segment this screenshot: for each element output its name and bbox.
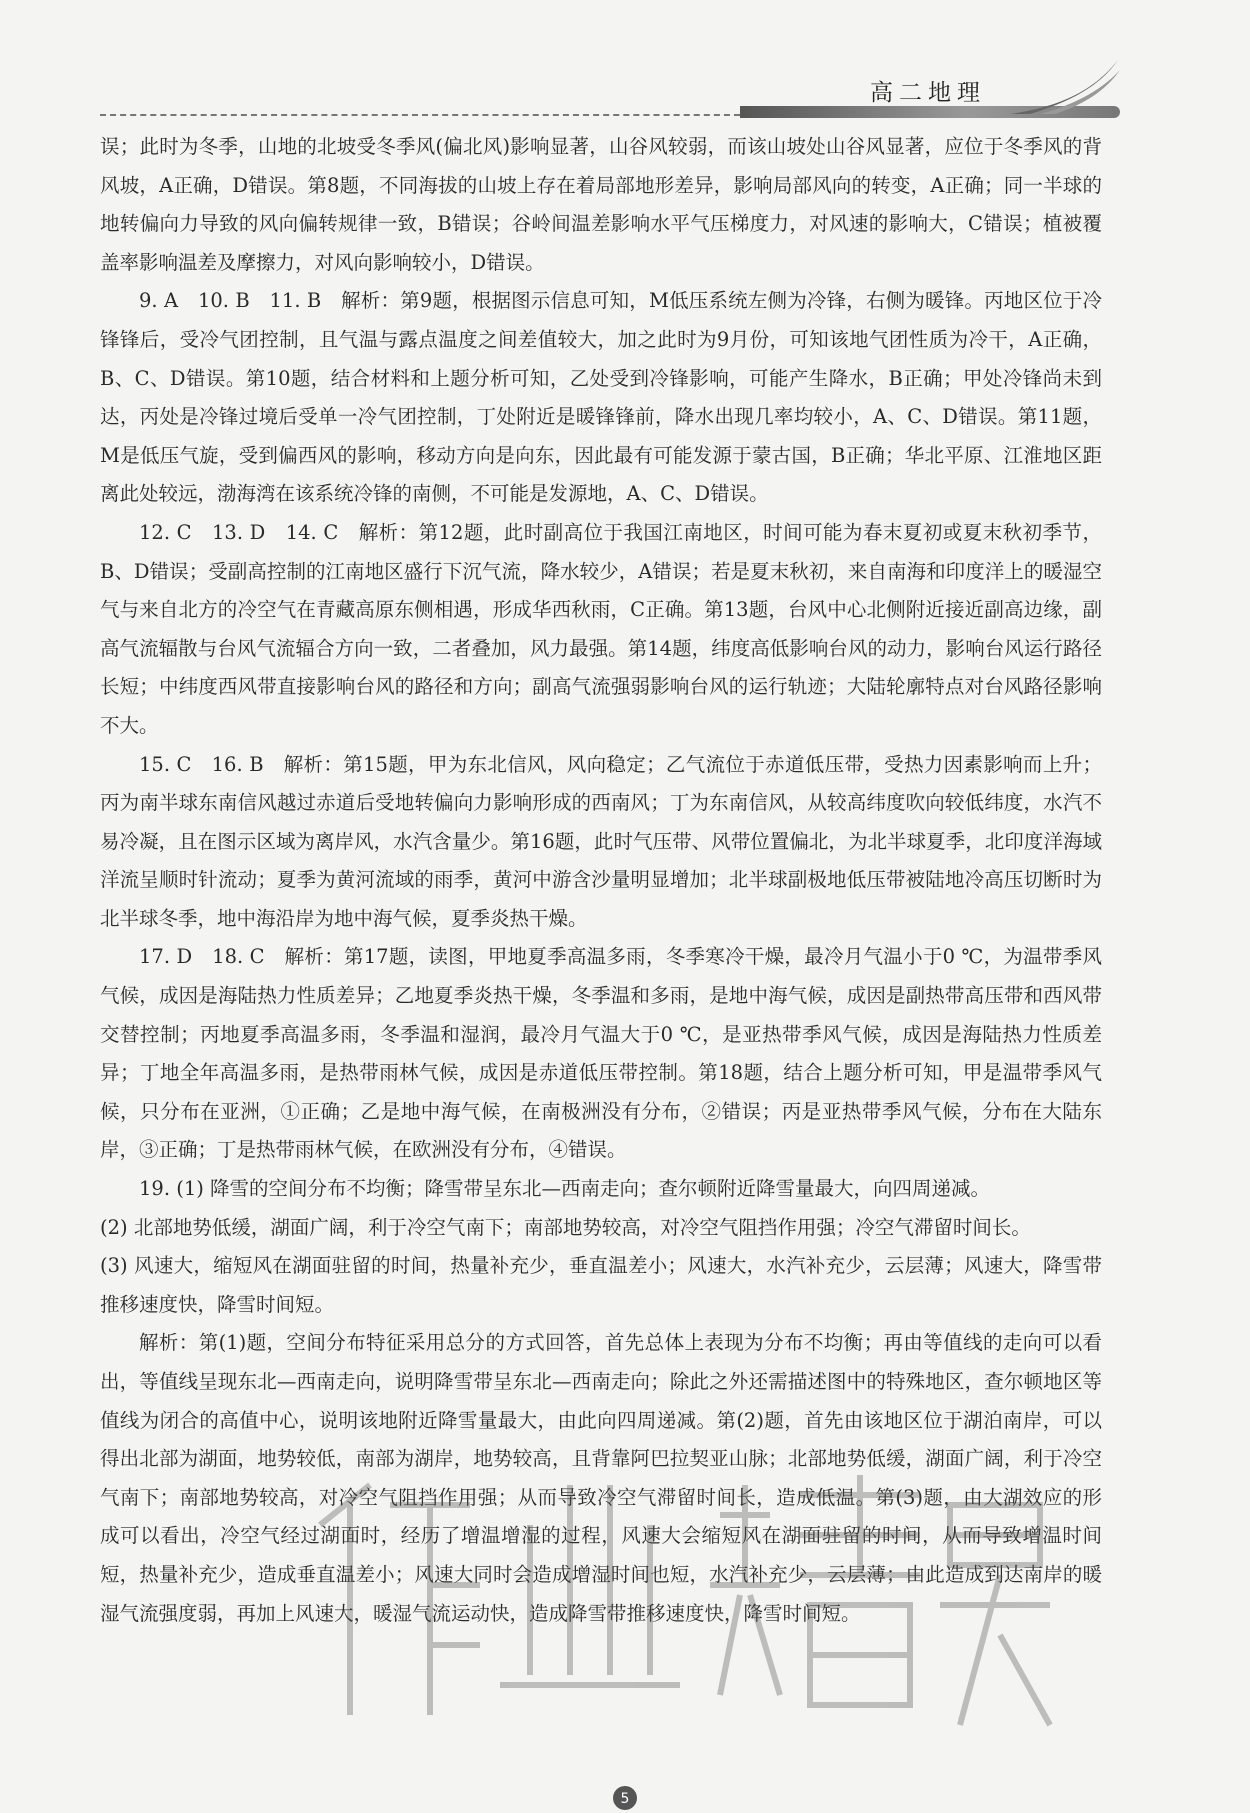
page-number-badge: [610, 1783, 640, 1813]
page-header: [100, 56, 1120, 122]
watermark-logo: [300, 1445, 1060, 1765]
paragraph-q19-part2: (2) 北部地势低缓，湖面广阔，利于冷空气南下；南部地势较高，对冷空气阻挡作用强；冷空气滞留时间长。: [100, 1215, 1031, 1239]
paragraph-q17-18: 17. D 18. C 解析：第17题，读图，甲地夏季高温多雨，冬季寒冷干燥，最冷月气温小于0 ℃，为温带季风气候，成因是海陆热力性质差异；乙地夏季炎热干燥，冬季温和多雨，是地中海气候，成因是副热带高压带和西风带交替控制；丙地夏季高温多雨，冬季温和湿润，最冷月气温大于0 ℃，是亚热带季风气候，成因是海陆热力性质差异；丁地全年高温多雨，是热带雨林气候，成因是赤道低压带控制。第18题，结合上题分析可知，甲是温带季风气候，只分布在亚洲，①正确；乙是地中海气候，在南极洲没有分布，②错误；丙是亚热带季风气候，分布在大陆东岸，③正确；丁是热带雨林气候，在欧洲没有分布，④错误。: [100, 945, 1102, 1162]
paragraph-q15-16: 15. C 16. B 解析：第15题，甲为东北信风，风向稳定；乙气流位于赤道低压带，受热力因素影响而上升；丙为南半球东南信风越过赤道后受地转偏向力影响形成的西南风；丁为东南信风，从较高纬度吹向较低纬度，水汽不易冷凝，且在图示区域为离岸风，水汽含量少。第16题，此时气压带、风带位置偏北，为北半球夏季，北印度洋海域洋流呈顺时针流动；夏季为黄河流域的雨季，黄河中游含沙量明显增加；北半球副极地低压带被陆地冷高压切断时为北半球冬季，地中海沿岸为地中海气候，夏季炎热干燥。: [100, 752, 1102, 930]
paragraph-q19-part1: 19. (1) 降雪的空间分布不均衡；降雪带呈东北—西南走向；查尔顿附近降雪量最大，向四周递减。: [139, 1177, 991, 1201]
paragraph-q19-part3: (3) 风速大，缩短风在湖面驻留的时间，热量补充少，垂直温差小；风速大，水汽补充少，云层薄；风速大，降雪带推移速度快，降雪时间短。: [100, 1254, 1102, 1316]
header-title: 高二地理: [870, 80, 986, 106]
header-swoosh-icon: [1010, 56, 1120, 116]
paragraph-q7-8-continued: 误；此时为冬季，山地的北坡受冬季风(偏北风)影响显著，山谷风较弱，而该山坡处山谷风显著，应位于冬季风的背风坡，A正确，D错误。第8题，不同海拔的山坡上存在着局部地形差异，影响局部风向的转变，A正确；同一半球的地转偏向力导致的风向偏转规律一致，B错误；谷岭间温差影响水平气压梯度力，对风速的影响大，C错误；植被覆盖率影响温差及摩擦力，对风向影响较小，D错误。: [100, 135, 1102, 274]
page-number: 5: [620, 1791, 630, 1807]
answer-text-body: [100, 128, 1102, 1633]
paragraph-q19-analysis: 解析：第(1)题，空间分布特征采用总分的方式回答，首先总体上表现为分布不均衡；再由等值线的走向可以看出，等值线呈现东北—西南走向，说明降雪带呈东北—西南走向；除此之外还需描述图中的特殊地区，查尔顿地区等值线为闭合的高值中心，说明该地附近降雪量最大，由此向四周递减。第(2)题，首先由该地区位于湖泊南岸，可以得出北部为湖面，地势较低，南部为湖岸，地势较高，且背靠阿巴拉契亚山脉；北部地势低缓，湖面广阔，利于冷空气南下；南部地势较高，对冷空气阻挡作用强；从而导致冷空气滞留时间长，造成低温。第(3)题，由大湖效应的形成可以看出，冷空气经过湖面时，经历了增温增湿的过程，风速大会缩短风在湖面驻留的时间，从而导致增温时间短，热量补充少，造成垂直温差小；风速大同时会造成增湿时间也短，水汽补充少，云层薄；由此造成到达南岸的暖湿气流强度弱，再加上风速大，暖湿气流运动快，造成降雪带推移速度快，降雪时间短。: [100, 1331, 1102, 1625]
paragraph-q12-14: 12. C 13. D 14. C 解析：第12题，此时副高位于我国江南地区，时间可能为春末夏初或夏末秋初季节，B、D错误；受副高控制的江南地区盛行下沉气流，降水较少，A错误；若是夏末秋初，来自南海和印度洋上的暖湿空气与来自北方的冷空气在青藏高原东侧相遇，形成华西秋雨，C正确。第13题，台风中心北侧附近接近副高边缘，副高气流辐散与台风气流辐合方向一致，二者叠加，风力最强。第14题，纬度高低影响台风的动力，影响台风运行路径长短；中纬度西风带直接影响台风的路径和方向；副高气流强弱影响台风的运行轨迹；大陆轮廓特点对台风路径影响不大。: [100, 520, 1102, 737]
paragraph-q9-11: 9. A 10. B 11. B 解析：第9题，根据图示信息可知，M低压系统左侧为冷锋，右侧为暖锋。丙地区位于冷锋锋后，受冷气团控制，且气温与露点温度之间差值较大，加之此时为9月份，可知该地气团性质为冷干，A正确，B、C、D错误。第10题，结合材料和上题分析可知，乙处受到冷锋影响，可能产生降水，B正确；甲处冷锋尚未到达，丙处是冷锋过境后受单一冷气团控制，丁处附近是暖锋锋前，降水出现几率均较小，A、C、D错误。第11题，M是低压气旋，受到偏西风的影响，移动方向是向东，因此最有可能发源于蒙古国，B正确；华北平原、江淮地区距离此处较远，渤海湾在该系统冷锋的南侧，不可能是发源地，A、C、D错误。: [100, 289, 1102, 506]
header-dashed-rule: [100, 114, 740, 116]
